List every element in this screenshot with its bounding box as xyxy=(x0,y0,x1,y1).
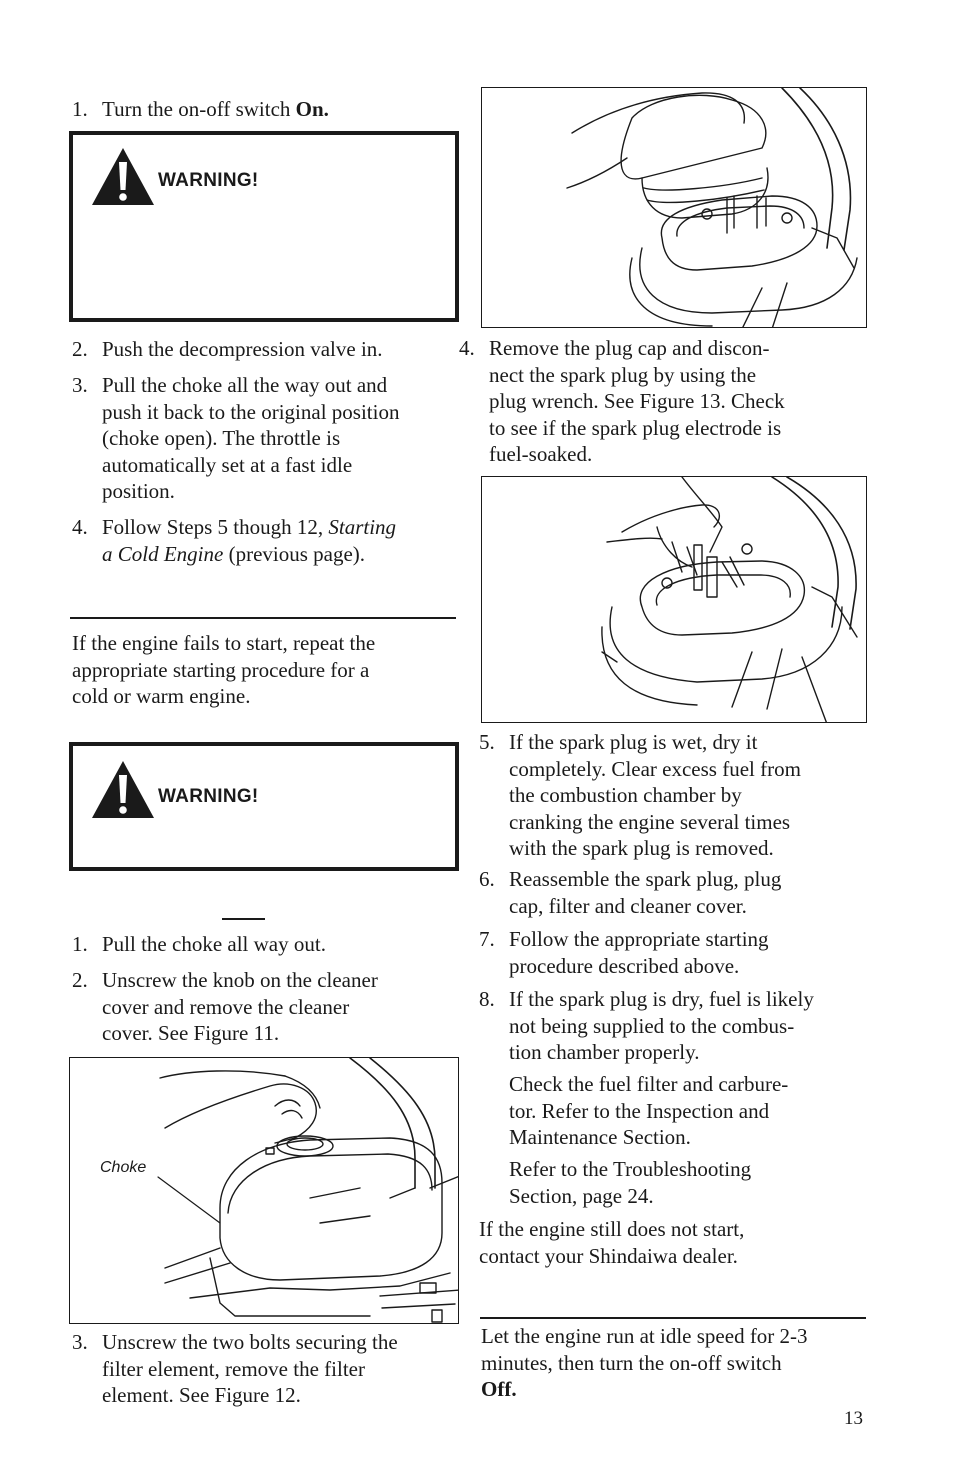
section-rule-right xyxy=(480,1317,866,1319)
cleaner-cover-illustration xyxy=(70,1058,459,1324)
idle-paragraph: Let the engine run at idle speed for 2-3 minutes, then turn the on-off switch Off. xyxy=(481,1324,808,1401)
warning-box-2 xyxy=(69,742,459,871)
section-rule-short xyxy=(222,918,265,920)
step-decompression: 2. Push the decompression valve in. xyxy=(72,337,383,361)
section-rule-left-1 xyxy=(70,617,456,619)
check-fuel-paragraph: Check the fuel filter and carbure- tor. Refer to the Inspection and Maintenance Section. xyxy=(509,1072,789,1149)
warning-triangle-icon xyxy=(90,758,156,820)
figure-13-spark-plug xyxy=(481,476,867,723)
step-dry-spark-plug: 5. If the spark plug is wet, dry it completely. Clear excess fuel from the combustion chamber by cranking the engine several times with the spark plug is removed. xyxy=(479,730,801,860)
contact-dealer-paragraph: If the engine still does not start, contact your Shindaiwa dealer. xyxy=(479,1217,745,1268)
step-reassemble: 6. Reassemble the spark plug, plug cap, filter and cleaner cover. xyxy=(479,867,782,918)
spark-plug-illustration xyxy=(482,477,867,723)
step-unscrew-bolts: 3. Unscrew the two bolts securing the filter element, remove the filter element. See Figure 12. xyxy=(72,1330,398,1407)
warning-label: WARNING! xyxy=(158,786,259,807)
step-follow-steps: 4. Follow Steps 5 though 12, Starting a Cold Engine (previous page). xyxy=(72,515,397,566)
step-number: 1. xyxy=(72,97,88,121)
filter-element-illustration xyxy=(482,88,867,328)
warning-box-1 xyxy=(69,131,459,322)
step-pull-choke: 1. Pull the choke all way out. xyxy=(72,932,326,956)
warning-label: WARNING! xyxy=(158,170,259,191)
fail-paragraph: If the engine fails to start, repeat the appropriate starting procedure for a cold or warm engine. xyxy=(72,631,376,708)
step-remove-plug-cap: 4. Remove the plug cap and discon- nect the spark plug by using the plug wrench. See Figure 13. Check to see if the spark plug electrode is fuel-soaked. xyxy=(459,336,785,466)
figure-callout-choke: Choke xyxy=(100,1159,147,1176)
step-turn-switch-on xyxy=(72,96,462,124)
step-choke: 3. Pull the choke all the way out and push it back to the original position (choke open). The throttle is automatically set at a fast idle position. xyxy=(72,373,400,503)
bold-off: Off. xyxy=(481,1377,517,1401)
step-unscrew-knob: 2. Unscrew the knob on the cleaner cover and remove the cleaner cover. See Figure 11. xyxy=(72,968,378,1045)
step-bold-on: On. xyxy=(295,97,329,121)
step-follow-procedure: 7. Follow the appropriate starting procedure described above. xyxy=(479,927,769,978)
page-number: 13 xyxy=(844,1408,863,1429)
step-text: Turn the on-off switch xyxy=(102,97,296,121)
refer-troubleshooting-paragraph: Refer to the Troubleshooting Section, page 24. xyxy=(509,1157,752,1208)
figure-12-filter-element xyxy=(481,87,867,328)
warning-triangle-icon xyxy=(90,145,156,207)
figure-11-cleaner-cover xyxy=(69,1057,459,1324)
step-dry-plug-check: 8. If the spark plug is dry, fuel is likely not being supplied to the combus- tion chamber properly. xyxy=(479,987,814,1064)
